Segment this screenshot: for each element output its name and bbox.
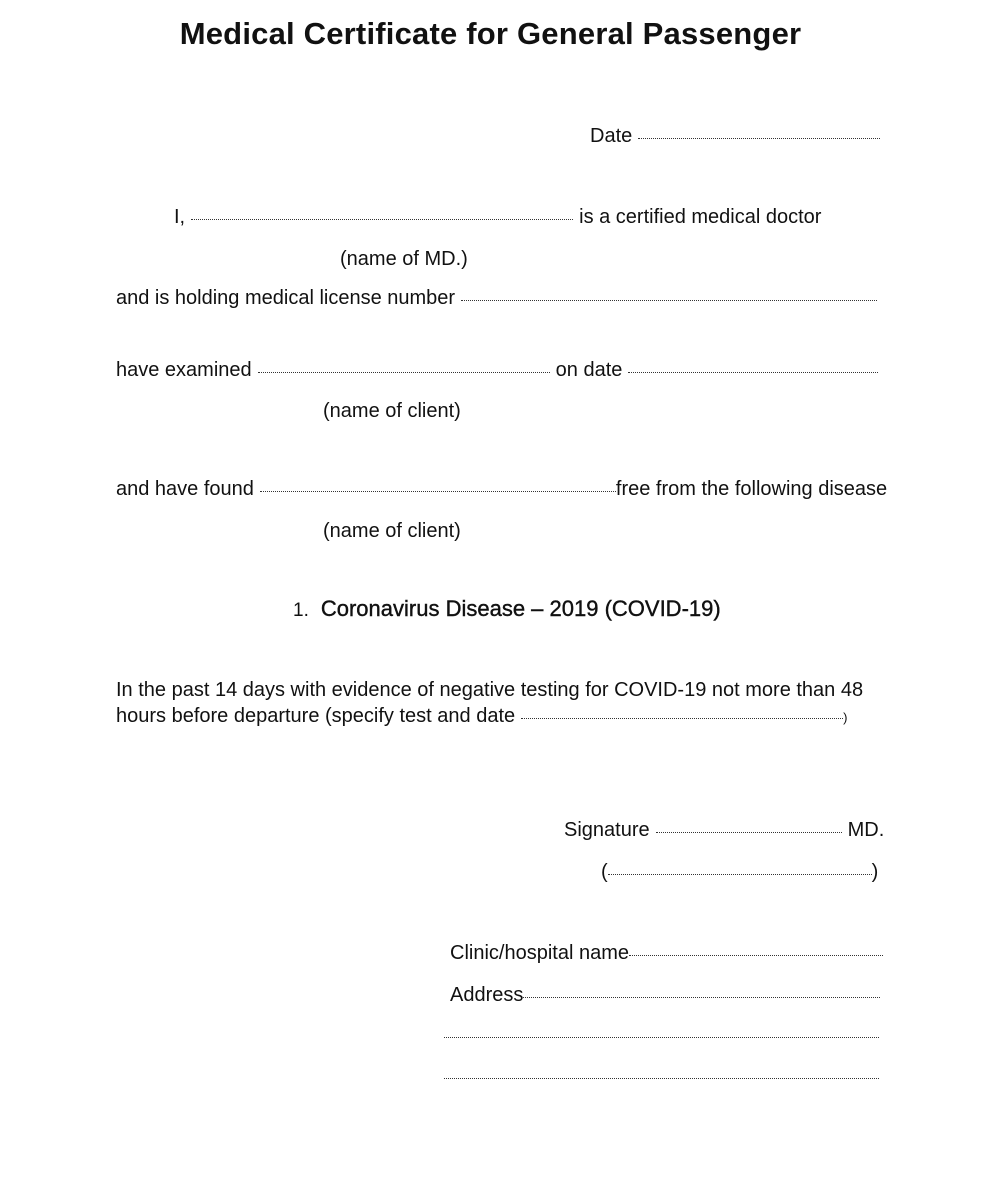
address-field-2[interactable] (444, 1037, 879, 1038)
doctor-row (174, 205, 821, 229)
on-date-label: on date (555, 359, 623, 381)
disease-name: Coronavirus Disease – 2019 (COVID-19) (320, 596, 721, 621)
license-label: and is holding medical license number (116, 287, 456, 309)
signature-name-row (601, 860, 878, 884)
doctor-name-field[interactable] (191, 219, 573, 220)
doctor-suffix: is a certified medical doctor (579, 206, 822, 228)
examined-label: have examined (116, 359, 252, 381)
signature-label: Signature (564, 819, 650, 841)
address-field-3[interactable] (444, 1078, 879, 1079)
testing-line-2-text: hours before departure (specify test and date (116, 705, 516, 727)
signature-close-paren: ) (871, 861, 879, 883)
doctor-prefix: I, (174, 206, 186, 228)
doctor-name-hint: (name of MD.) (340, 248, 468, 270)
testing-close-paren: ) (843, 710, 848, 725)
signature-row (564, 818, 884, 842)
list-number: 1. (293, 600, 309, 621)
found-client-hint: (name of client) (323, 520, 461, 542)
address-label: Address (450, 984, 524, 1006)
disease-list-item (293, 597, 721, 623)
date-field[interactable] (638, 138, 880, 139)
date-label: Date (590, 125, 633, 147)
testing-line-1: In the past 14 days with evidence of negative testing for COVID-19 not more than 48 (116, 679, 864, 701)
testing-line-2 (116, 703, 876, 731)
signature-field[interactable] (656, 832, 842, 833)
signature-name-field[interactable] (608, 874, 872, 875)
address-field-1[interactable] (523, 997, 880, 998)
signature-suffix: MD. (847, 819, 885, 841)
found-suffix: free from the following disease (615, 478, 888, 500)
license-number-field[interactable] (461, 300, 877, 301)
test-and-date-field[interactable] (521, 718, 843, 719)
found-row (116, 477, 887, 501)
date-row (590, 124, 880, 148)
clinic-name-row (450, 941, 883, 965)
examined-row (116, 358, 878, 382)
signature-open-paren: ( (601, 861, 608, 883)
page-title: Medical Certificate for General Passenger (179, 16, 802, 51)
license-row (116, 286, 877, 310)
client-name-field[interactable] (258, 372, 550, 373)
found-client-field[interactable] (260, 491, 616, 492)
found-label: and have found (116, 478, 254, 500)
testing-paragraph (116, 677, 876, 731)
clinic-name-label: Clinic/hospital name (450, 942, 629, 964)
address-row (450, 983, 880, 1007)
clinic-name-field[interactable] (629, 955, 883, 956)
exam-date-field[interactable] (628, 372, 878, 373)
client-name-hint: (name of client) (323, 400, 461, 422)
